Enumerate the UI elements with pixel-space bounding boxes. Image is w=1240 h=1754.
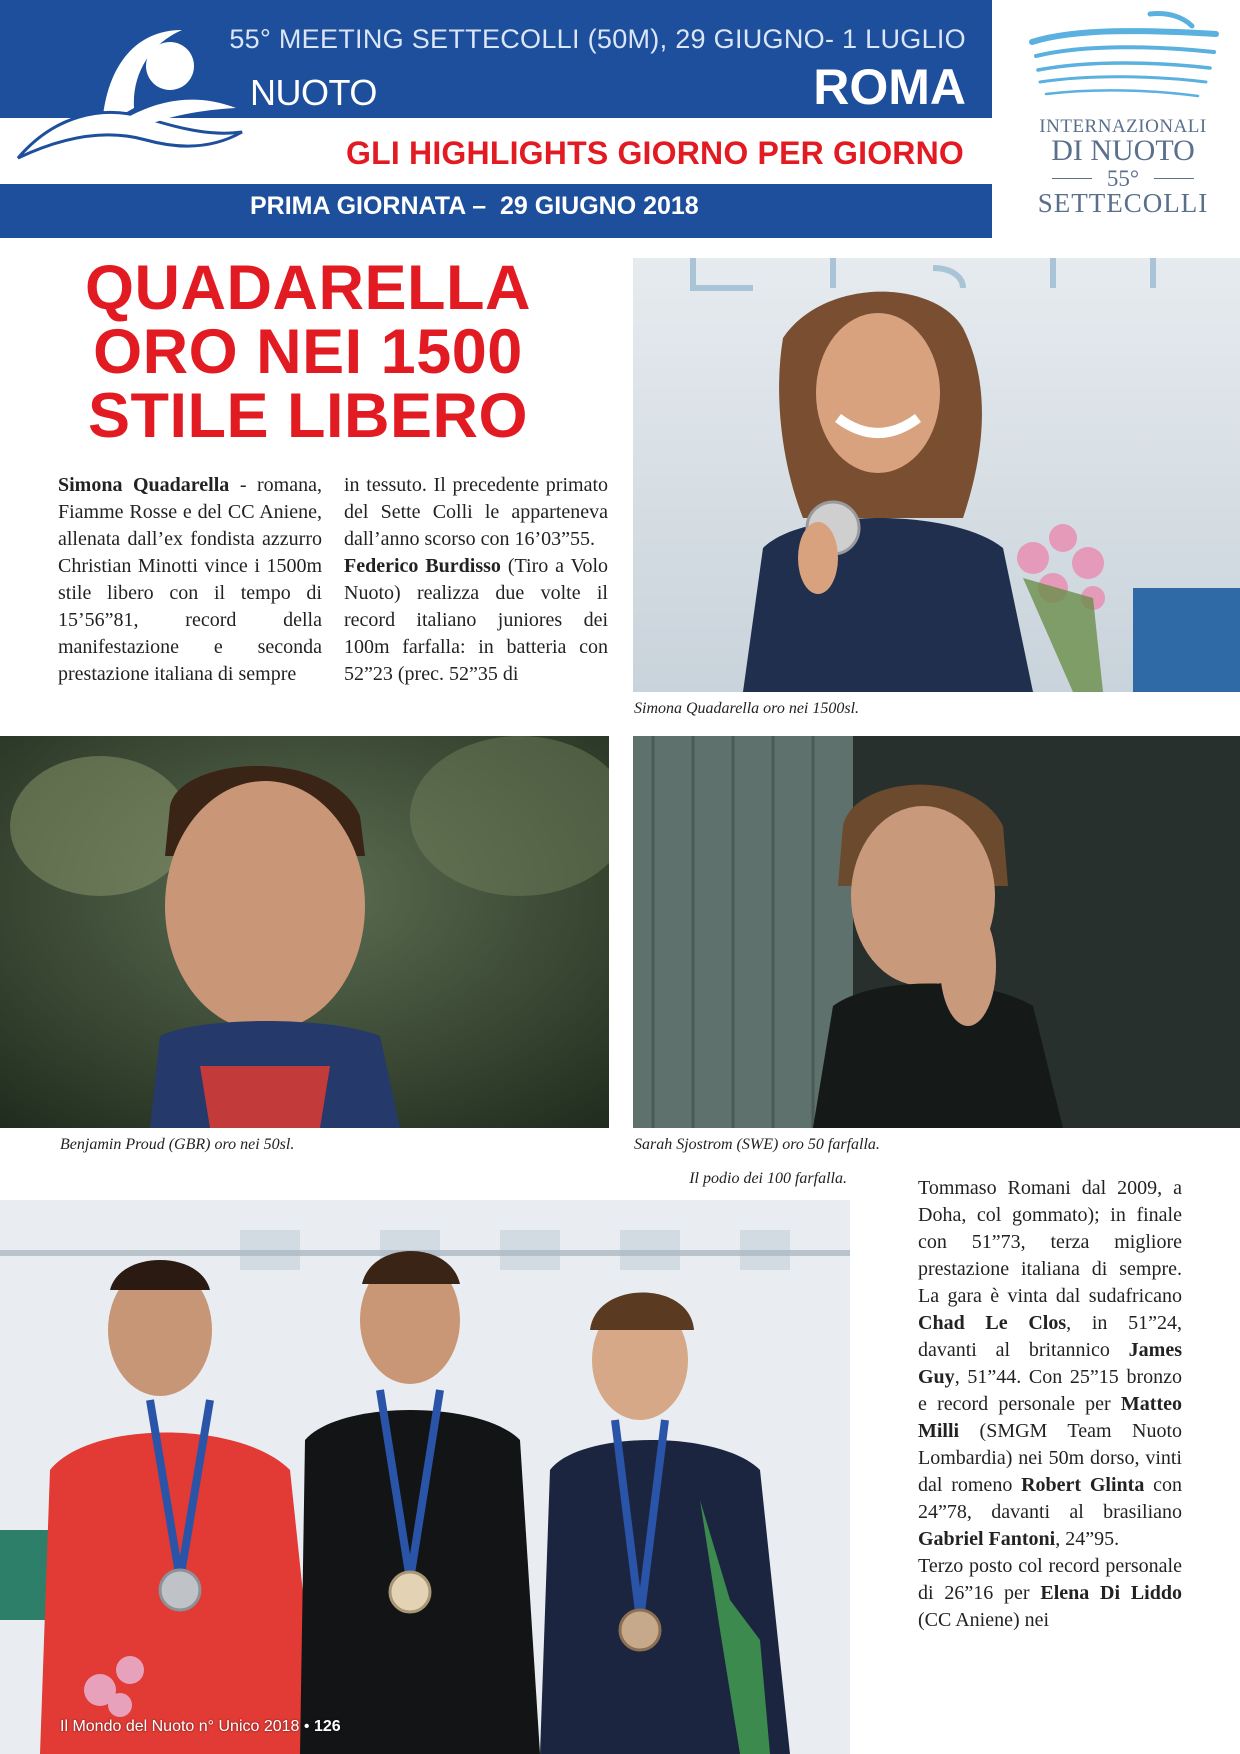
section-label: NUOTO: [250, 72, 377, 113]
athlete-name: Elena Di Liddo: [1040, 1582, 1182, 1604]
settecolli-logo: [1012, 8, 1234, 218]
photo-quadarella: [633, 258, 1240, 692]
article-text: - romana, Fiamme Rosse e del CC Aniene, allenata dall’ex fondista azzurro Christian Minotti vince i 1500m stile libero con il tempo di 15’56”81, record della manifestazione e seconda prestazione italiana di sempre: [58, 474, 322, 685]
article-text: in tessuto. Il precedente primato del Sette Colli le apparteneva dall’anno scorso con 16’03”55.: [344, 474, 608, 550]
athlete-name: Robert Glinta: [1021, 1474, 1145, 1496]
article-text: con 24”78, davanti al brasiliano: [918, 1474, 1182, 1523]
headline-line-3: STILE LIBERO: [87, 381, 529, 451]
athlete-name: Gabriel Fantoni: [918, 1528, 1056, 1550]
article-text: Tommaso Romani dal 2009, a Doha, col gommato); in finale con 51”73, terza migliore prestazione italiana di sempre. La gara è vinta dal sudafricano: [918, 1177, 1182, 1307]
brand-line-2: DI NUOTO: [1051, 134, 1195, 167]
footer: [60, 1718, 341, 1736]
article-text: , 24”95.: [1055, 1528, 1120, 1550]
headline: [30, 253, 586, 451]
article-text: (SMGM Team Nuoto Lombardia) nei 50m dorso, vinti dal romeno: [918, 1420, 1182, 1496]
article-column-2: [344, 472, 608, 720]
athlete-name: Matteo Milli: [918, 1393, 1182, 1442]
photo-podio: [0, 1200, 850, 1754]
swimmer-logo-icon: [14, 8, 244, 170]
brand-line-3: 55°: [1106, 166, 1140, 191]
article-text: , in 51”24, davanti al britannico: [918, 1312, 1182, 1361]
athlete-name: Federico Burdisso: [344, 555, 501, 577]
caption-sjostrom: Sarah Sjostrom (SWE) oro 50 farfalla.: [634, 1136, 880, 1153]
caption-podio: Il podio dei 100 farfalla.: [689, 1170, 847, 1187]
caption-proud: Benjamin Proud (GBR) oro nei 50sl.: [60, 1136, 295, 1153]
brand-line-1: INTERNAZIONALI: [1039, 116, 1207, 137]
athlete-name: James Guy: [918, 1339, 1182, 1388]
meeting-title: 55° MEETING SETTECOLLI (50M), 29 GIUGNO- 1 LUGLIO: [229, 24, 966, 54]
article-text: , 51”44. Con 25”15 bronzo e record personale per: [918, 1366, 1182, 1415]
athlete-name: Simona Quadarella: [58, 474, 230, 496]
article-column-3: [918, 1175, 1182, 1725]
photo-proud: [0, 736, 609, 1128]
article-text: Terzo posto col record personale di 26”16 per: [918, 1555, 1182, 1604]
brand-divider-right: [1154, 178, 1194, 179]
article-text: (Tiro a Volo Nuoto) realizza due volte il record italiano juniores dei 100m farfalla: in batteria con 52”23 (prec. 52”35 di: [344, 555, 608, 685]
caption-quadarella: Simona Quadarella oro nei 1500sl.: [634, 700, 860, 717]
article-text: (CC Aniene) nei: [918, 1609, 1050, 1631]
waves-icon: [1026, 8, 1222, 104]
highlights-title: GLI HIGHLIGHTS GIORNO PER GIORNO: [346, 135, 964, 171]
athlete-name: Chad Le Clos: [918, 1312, 1067, 1334]
headline-line-2: ORO NEI 1500: [93, 317, 523, 387]
page-number: 126: [313, 1718, 341, 1735]
photo-sjostrom: [633, 736, 1240, 1128]
brand-line-4: SETTECOLLI: [1037, 188, 1209, 218]
city-label: ROMA: [813, 59, 966, 115]
article-column-1: [58, 472, 322, 720]
day-label: PRIMA GIORNATA – 29 GIUGNO 2018: [250, 192, 699, 220]
headline-line-1: QUADARELLA: [85, 253, 531, 323]
footer-text: Il Mondo del Nuoto n° Unico 2018 •: [60, 1718, 310, 1735]
